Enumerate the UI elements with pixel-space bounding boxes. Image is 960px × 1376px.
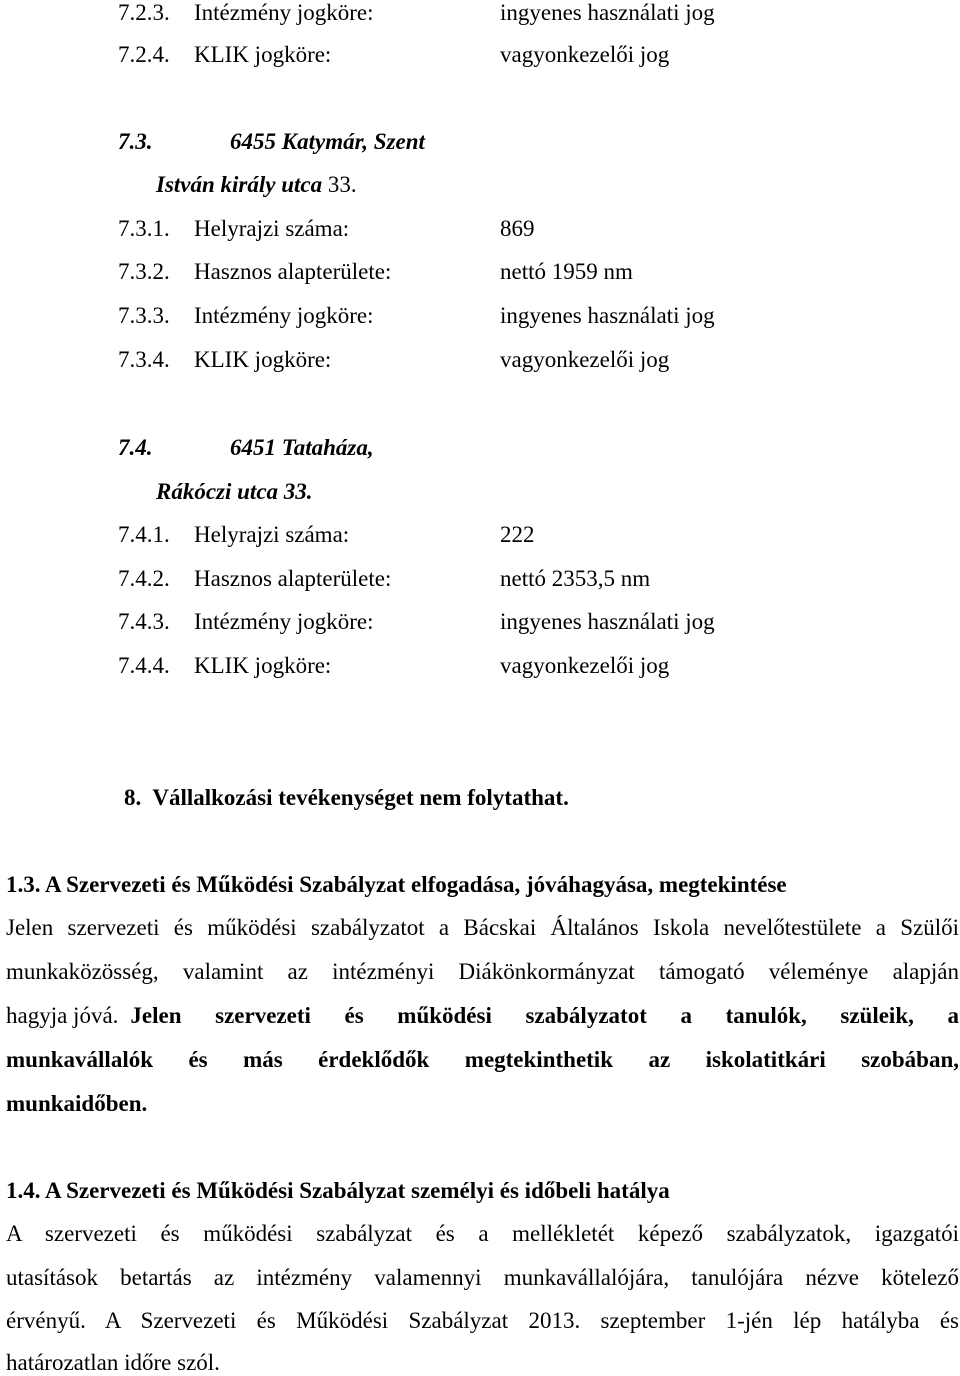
- paragraph-line: érvényű. A Szervezeti és Működési Szabályzat 2013. szeptember 1-jén lép hatályba és: [6, 1308, 959, 1333]
- row-label: Helyrajzi száma:: [194, 522, 350, 547]
- row-value: ingyenes használati jog: [500, 609, 715, 634]
- row-number: 7.3.3.: [118, 303, 170, 328]
- row-number: 7.4.3.: [118, 609, 170, 634]
- row-label: KLIK jogköre:: [194, 347, 332, 372]
- row-value: ingyenes használati jog: [500, 0, 715, 25]
- section-number: 7.3.: [118, 129, 153, 154]
- row-number: 7.4.4.: [118, 653, 170, 678]
- row-label: KLIK jogköre:: [194, 42, 332, 67]
- row-number: 7.4.2.: [118, 566, 170, 591]
- house-number: 33.: [322, 172, 357, 197]
- section-title-line2: [156, 479, 313, 505]
- paragraph-text: hagyja jóvá.: [6, 1003, 119, 1028]
- section-title: 6455 Katymár, Szent: [230, 129, 425, 154]
- row-label: Hasznos alapterülete:: [194, 566, 392, 591]
- row-number: 7.3.2.: [118, 259, 170, 284]
- row-value: 869: [500, 216, 535, 241]
- row-label: Helyrajzi száma:: [194, 216, 350, 241]
- row-label: Intézmény jogköre:: [194, 0, 374, 25]
- row-label: Intézmény jogköre:: [194, 609, 374, 634]
- row-label: KLIK jogköre:: [194, 653, 332, 678]
- row-value: vagyonkezelői jog: [500, 347, 670, 372]
- section-number: 7.4.: [118, 435, 153, 460]
- row-number: 7.2.4.: [118, 42, 170, 67]
- paragraph-line: A szervezeti és működési szabályzat és a mellékletét képező szabályzatok, igazgatói: [6, 1221, 959, 1246]
- row-number: 7.3.4.: [118, 347, 170, 372]
- row-value: vagyonkezelői jog: [500, 653, 670, 678]
- section-title: 6451 Tataháza,: [230, 435, 374, 460]
- paragraph-line: utasítások betartás az intézmény valamennyi munkavállalójára, tanulójára nézve kötelező: [6, 1265, 959, 1290]
- section-heading-1-4: 1.4. A Szervezeti és Működési Szabályzat személyi és időbeli hatálya: [6, 1178, 670, 1203]
- row-value: nettó 1959 nm: [500, 259, 633, 284]
- row-label: Intézmény jogköre:: [194, 303, 374, 328]
- row-label: Hasznos alapterülete:: [194, 259, 392, 284]
- item-8: 8. Vállalkozási tevékenységet nem folytathat.: [124, 785, 569, 810]
- row-value: 222: [500, 522, 535, 547]
- street-name: István király utca: [156, 172, 323, 197]
- paragraph-bold-text: Jelen szervezeti és működési szabályzatot a tanulók, szüleik, a: [130, 1003, 959, 1028]
- paragraph-line: határozatlan időre szól.: [6, 1350, 220, 1375]
- row-number: 7.2.3.: [118, 0, 170, 25]
- row-value: vagyonkezelői jog: [500, 42, 670, 67]
- paragraph-line: munkaidőben.: [6, 1091, 148, 1116]
- row-value: ingyenes használati jog: [500, 303, 715, 328]
- street-address: Rákóczi utca 33.: [156, 479, 313, 504]
- section-heading-1-3: 1.3. A Szervezeti és Működési Szabályzat elfogadása, jóváhagyása, megtekintése: [6, 872, 787, 897]
- row-number: 7.3.1.: [118, 216, 170, 241]
- paragraph-line: munkavállalók és más érdeklődők megtekinthetik az iskolatitkári szobában,: [6, 1047, 959, 1072]
- paragraph-line: [6, 1003, 959, 1029]
- row-value: nettó 2353,5 nm: [500, 566, 651, 591]
- paragraph-line: munkaközösség, valamint az intézményi Diákönkormányzat támogató véleménye alapján: [6, 959, 959, 984]
- paragraph-line: Jelen szervezeti és működési szabályzatot a Bácskai Általános Iskola nevelőtestülete a Szülői: [6, 915, 959, 940]
- section-title-line2: [156, 172, 357, 198]
- row-number: 7.4.1.: [118, 522, 170, 547]
